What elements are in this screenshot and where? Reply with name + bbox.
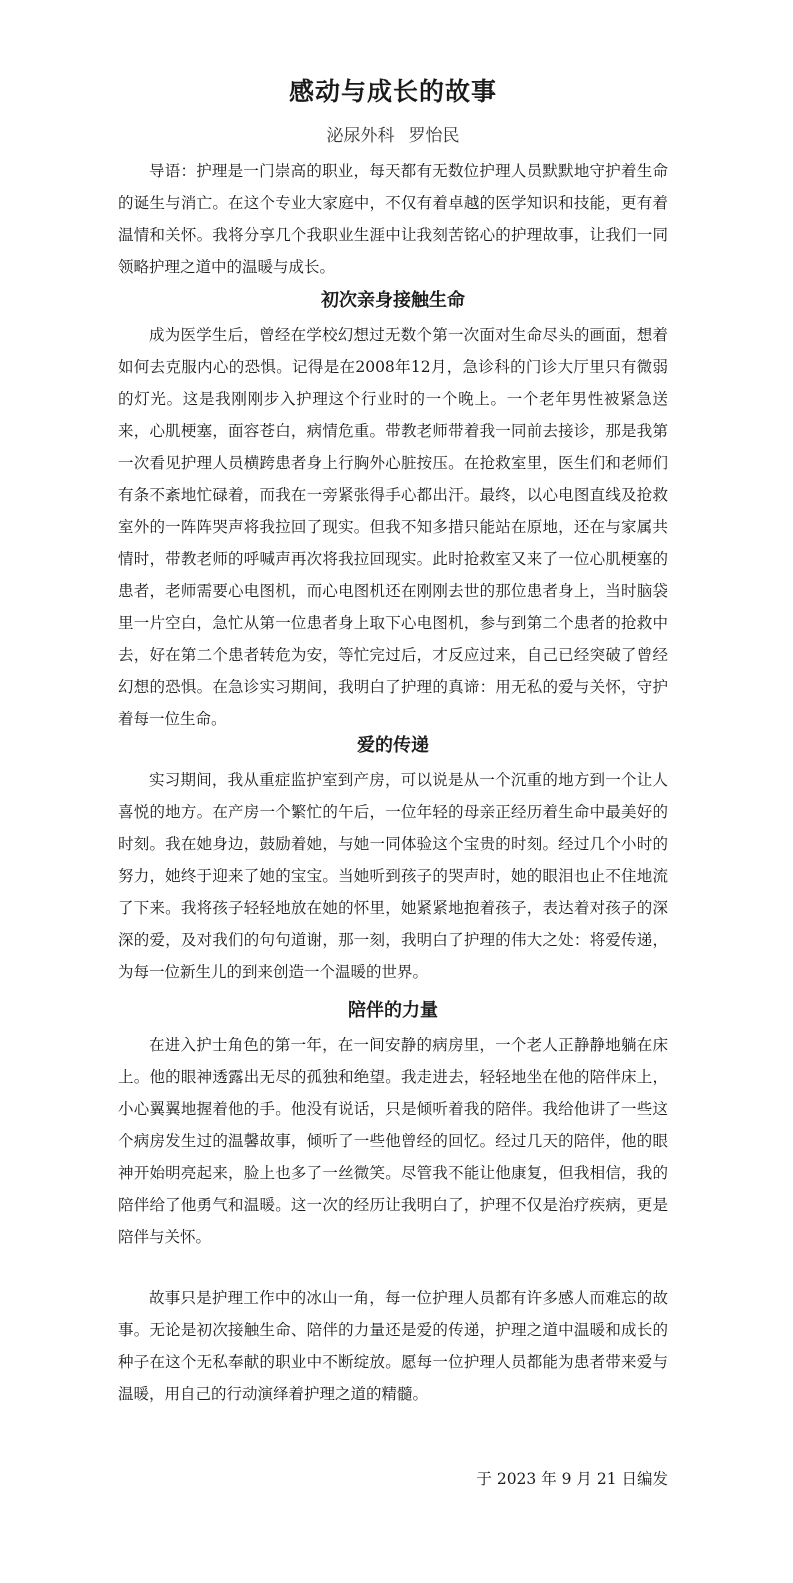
article-title: 感动与成长的故事 — [288, 77, 497, 106]
author-line — [118, 121, 668, 151]
author-name: 罗怡民 — [408, 126, 460, 146]
publish-date: 于 2023 年 9 月 21 日编发 — [476, 1470, 668, 1488]
section-text-companionship: 在进入护士角色的第一年，在一间安静的病房里，一个老人正静静地躺在床上。他的眼神透露出无尽的孤独和绝望。我走进去，轻轻地坐在他的陪伴床上，小心翼翼地握着他的手。他没有说话，只是倾听着我的陪伴。我给他讲了一些这个病房发生过的温馨故事，倾听了一些他曾经的回忆。经过几天的陪伴，他的眼神开始明亮起来，脸上也多了一丝微笑。尽管我不能让他康复，但我相信，我的陪伴给了他勇气和温暖。这一次的经历让我明白了，护理不仅是治疗疾病，更是陪伴与关怀。 — [118, 1036, 668, 1246]
section-heading-first-contact: 初次亲身接触生命 — [321, 290, 465, 311]
intro-paragraph: 导语：护理是一门崇高的职业，每天都有无数位护理人员默默地守护着生命的诞生与消亡。在这个专业大家庭中，不仅有着卓越的医学知识和技能，更有着温情和关怀。我将分享几个我职业生涯中让我刻苦铭心的护理故事，让我们一同领略护理之道中的温暖与成长。 — [118, 162, 668, 276]
section-text-first-contact: 成为医学生后，曾经在学校幻想过无数个第一次面对生命尽头的画面，想着如何去克服内心的恐惧。记得是在2008年12月，急诊科的门诊大厅里只有微弱的灯光。这是我刚刚步入护理这个行业时的一个晚上。一个老年男性被紧急送来，心肌梗塞，面容苍白，病情危重。带教老师带着我一同前去接诊，那是我第一次看见护理人员横跨患者身上行胸外心脏按压。在抢救室里，医生们和老师们有条不紊地忙碌着，而我在一旁紧张得手心都出汗。最终，以心电图直线及抢救室外的一阵阵哭声将我拉回了现实。但我不知多措只能站在原地，还在与家属共情时，带教老师的呼喊声再次将我拉回现实。此时抢救室又来了一位心肌梗塞的患者，老师需要心电图机，而心电图机还在刚刚去世的那位患者身上，当时脑袋里一片空白，急忙从第一位患者身上取下心电图机，参与到第二个患者的抢救中去，好在第二个患者转危为安，等忙完过后，才反应过来，自己已经突破了曾经幻想的恐惧。在急诊实习期间，我明白了护理的真谛：用无私的爱与关怀，守护着每一位生命。 — [118, 326, 668, 728]
conclusion-paragraph: 故事只是护理工作中的冰山一角，每一位护理人员都有许多感人而难忘的故事。无论是初次接触生命、陪伴的力量还是爱的传递，护理之道中温暖和成长的种子在这个无私奉献的职业中不断绽放。愿每一位护理人员都能为患者带来爱与温暖，用自己的行动演绎着护理之道的精髓。 — [118, 1289, 668, 1403]
author-department: 泌尿外科 — [326, 126, 395, 146]
section-heading-companionship: 陪伴的力量 — [348, 1000, 438, 1021]
section-text-love: 实习期间，我从重症监护室到产房，可以说是从一个沉重的地方到一个让人喜悦的地方。在产房一个繁忙的午后，一位年轻的母亲正经历着生命中最美好的时刻。我在她身边，鼓励着她，与她一同体验这个宝贵的时刻。经过几个小时的努力，她终于迎来了她的宝宝。当她听到孩子的哭声时，她的眼泪也止不住地流了下来。我将孩子轻轻地放在她的怀里，她紧紧地抱着孩子，表达着对孩子的深深的爱，及对我们的句句道谢，那一刻，我明白了护理的伟大之处：将爱传递，为每一位新生儿的到来创造一个温暖的世界。 — [118, 771, 668, 981]
section-heading-love: 爱的传递 — [357, 735, 429, 756]
